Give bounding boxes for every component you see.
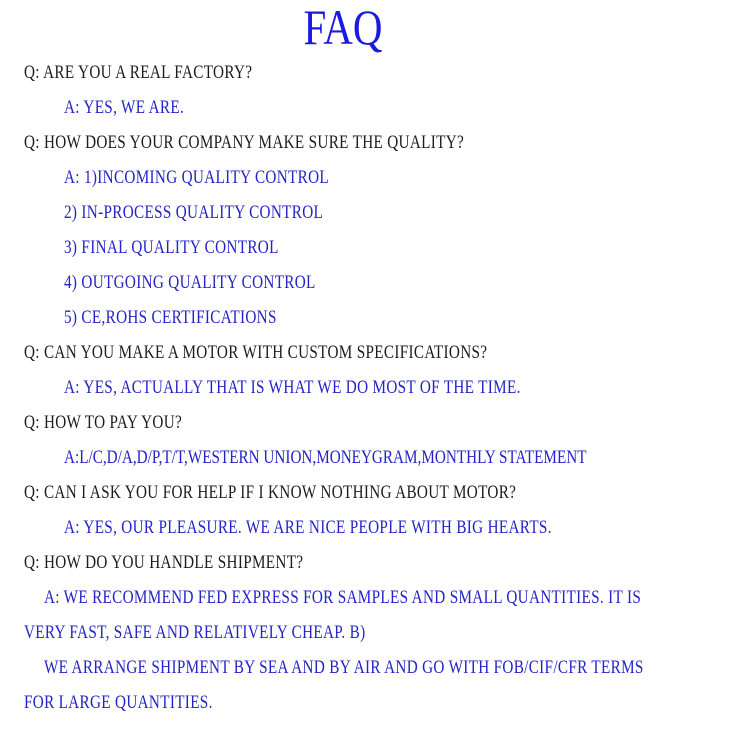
faq-answer: A: YES, WE ARE. xyxy=(64,97,185,118)
faq-answer: A: YES, OUR PLEASURE. WE ARE NICE PEOPLE WITH BIG HEARTS. xyxy=(64,517,552,538)
faq-question: Q: ARE YOU A REAL FACTORY? xyxy=(24,62,253,83)
faq-answer: A: WE RECOMMEND FED EXPRESS FOR SAMPLES AND SMALL QUANTITIES. IT IS xyxy=(44,587,642,608)
faq-answer: 4) OUTGOING QUALITY CONTROL xyxy=(64,272,316,293)
faq-question: Q: HOW DOES YOUR COMPANY MAKE SURE THE QUALITY? xyxy=(24,132,465,153)
faq-answer: 5) CE,ROHS CERTIFICATIONS xyxy=(64,307,277,328)
faq-answer: VERY FAST, SAFE AND RELATIVELY CHEAP. B) xyxy=(24,622,366,643)
faq-question: Q: CAN YOU MAKE A MOTOR WITH CUSTOM SPECIFICATIONS? xyxy=(24,342,488,363)
faq-question: Q: CAN I ASK YOU FOR HELP IF I KNOW NOTHING ABOUT MOTOR? xyxy=(24,482,517,503)
faq-answer: A: 1)INCOMING QUALITY CONTROL xyxy=(64,167,329,188)
faq-question: Q: HOW DO YOU HANDLE SHIPMENT? xyxy=(24,552,304,573)
faq-answer: FOR LARGE QUANTITIES. xyxy=(24,692,213,713)
faq-title: FAQ xyxy=(303,0,383,55)
faq-answer: 2) IN-PROCESS QUALITY CONTROL xyxy=(64,202,324,223)
faq-question: Q: HOW TO PAY YOU? xyxy=(24,412,183,433)
faq-answer: 3) FINAL QUALITY CONTROL xyxy=(64,237,279,258)
faq-answer: A: YES, ACTUALLY THAT IS WHAT WE DO MOST OF THE TIME. xyxy=(64,377,521,398)
faq-answer: WE ARRANGE SHIPMENT BY SEA AND BY AIR AND GO WITH FOB/CIF/CFR TERMS xyxy=(44,657,644,678)
faq-answer: A:L/C,D/A,D/P,T/T,WESTERN UNION,MONEYGRAM,MONTHLY STATEMENT xyxy=(64,447,587,468)
